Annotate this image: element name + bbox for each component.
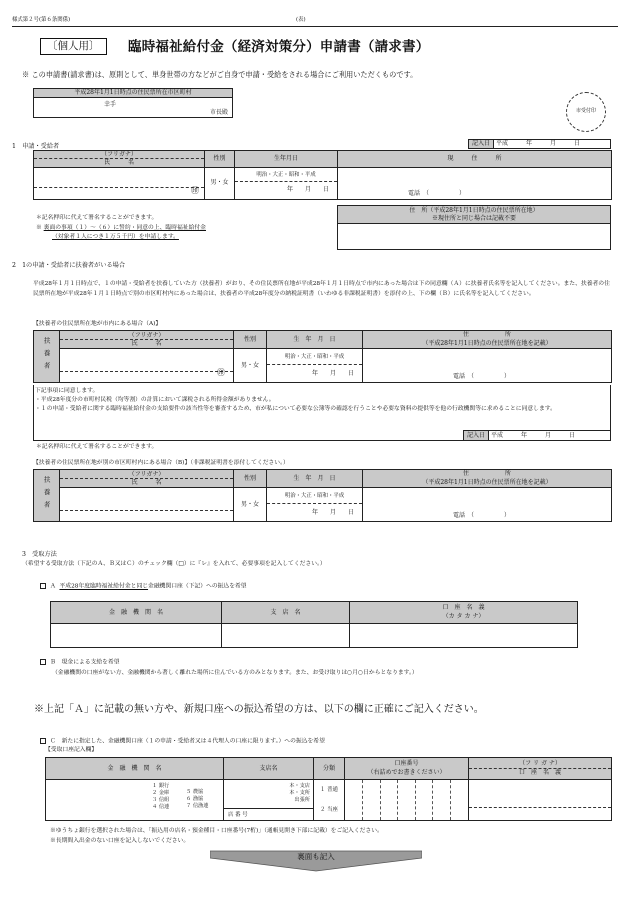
option-a-branch-header: 支 店 名: [222, 602, 350, 624]
dependent-b-address-header: 住 所 （平成28年1月1日時点の住民票所在地を記載）: [363, 470, 612, 488]
page-title: 臨時福祉給付金（経済対策分）申請書（請求書）: [128, 39, 430, 55]
option-c-number-field[interactable]: [345, 780, 469, 821]
option-c-checkbox[interactable]: [40, 738, 46, 744]
option-a-link: 平成28年度臨時福祉給付金と同じ: [59, 583, 149, 590]
branch-type-list: 本・支店 本・支所 出張所: [289, 783, 310, 804]
s2-entry-date: 記入日 平成 年 月 日: [463, 430, 611, 441]
dependent-b-gender-header: 性別: [234, 470, 267, 488]
entry-date-field[interactable]: 平成 年 月 日: [494, 140, 611, 149]
era-options: 明治・大正・昭和・平成: [235, 168, 337, 182]
option-b-checkbox[interactable]: [40, 659, 46, 665]
option-a-branch-field[interactable]: [222, 624, 350, 648]
option-b-note: （金融機関の口座がない方、金融機関から著しく離れた場所に住んでいる方のみとなります。また、お受け取りは○月○日からとなります。）: [52, 670, 418, 676]
applicant-table: [33, 150, 612, 200]
option-c-footnote-1: ※ゆうちょ銀行を選択された場合は、「振込用の店名・預金種目・口座番号(7桁)」（通帳見開き下部に記載）をご記入ください。: [50, 828, 383, 834]
dependent-a-table: [33, 330, 612, 383]
gender-header: 性別: [205, 151, 235, 168]
section-3-subtitle: （希望する受取方法（下記のＡ、Ｂ又はＣ）のチェック欄（□）に『レ』を入れて、必要事項を記入してください。）: [22, 561, 326, 567]
dependent-a-gender-field[interactable]: 男・女: [234, 349, 267, 383]
dependent-a-gender-header: 性別: [234, 331, 267, 349]
birth-field[interactable]: [235, 167, 338, 199]
mayor-city: 幸手: [104, 101, 117, 108]
option-c-type-header: 分類: [314, 758, 345, 780]
birth-header: 生年月日: [235, 151, 338, 168]
entry-date-label: 記入日: [469, 140, 494, 149]
option-b-row: Ｂ 現金による支給を希望: [40, 659, 120, 667]
registered-address-field[interactable]: [338, 224, 611, 250]
form-code: 様式第２号(第６条関係): [12, 17, 71, 23]
s2-note-signature: ＊記名押印に代えて署名することができます。: [36, 444, 158, 450]
option-c-number-header: 口座番号 （右詰めでお書きください）: [345, 758, 469, 780]
birth-ymd: 年 月 日: [286, 186, 329, 193]
option-a-row: Ａ 平成28年度臨時福祉給付金と同じ金融機関口座（下記）への振込を希望: [40, 583, 247, 591]
dependent-b-address-field[interactable]: 電話 （ ）: [363, 488, 612, 522]
option-a-holder-field[interactable]: [350, 624, 578, 648]
top-rule: [12, 26, 618, 27]
option-c-type-field[interactable]: [314, 780, 345, 821]
registered-address-table: [337, 205, 611, 250]
branch-number-label: 店 番 号: [224, 808, 313, 820]
dependent-b-name-header: （フリガナ） 氏 名: [60, 470, 234, 488]
section-2-paragraph: 平成28年１月１日時点で、１の申請・受給者を扶養していた方（扶養者）がおり、その住民票所在地が平成28年１月１日時点で市内にあった場合は下の同意欄（Ａ）に扶養者氏名等を記入してください。また、扶養者の住民票所在地が平成28年１月１日時点で別の市区町村内にあった場合は、扶養者の平成28年度分の納税証明書（いわゆる非課税証明書）を添付の上、下の欄（Ｂ）に氏名等を記入してください。: [33, 281, 610, 297]
option-a-checkbox[interactable]: [40, 583, 46, 589]
address-header: 現 住 所: [338, 151, 612, 168]
bank-type-list-2: ５ 農協 ６ 漁協 ７ 信漁連: [186, 789, 209, 810]
dependent-b-birth-header: 生 年 月 日: [267, 470, 363, 488]
name-header: [34, 151, 205, 168]
consent-link[interactable]: 裏面の事項（１）～（６）に誓約・同意の上、臨時福祉給付金: [43, 225, 206, 231]
dependent-a-birth-field[interactable]: 明治・大正・昭和・平成 年 月 日: [267, 349, 363, 383]
option-c-branch-header: 支店名: [224, 758, 314, 780]
addressee-table: [33, 88, 233, 118]
option-c-holder-header: （フ リ ガ ナ） 口 座 名 義: [469, 758, 612, 780]
seal-mark: ㊞: [191, 185, 199, 195]
dependent-b-birth-field[interactable]: 明治・大正・昭和・平成 年 月 日: [267, 488, 363, 522]
option-c-footnote-2: ※長期間入出金のない口座を記入しないでください。: [50, 838, 190, 844]
account-type-ordinary: １ 普通: [320, 787, 338, 793]
option-a-bank-field[interactable]: [51, 624, 222, 648]
dependent-a-name-field[interactable]: ㊞: [60, 349, 234, 383]
name-label: 氏 名: [103, 159, 134, 166]
s1-entry-date: [468, 139, 611, 149]
option-c-table: [45, 757, 612, 821]
dependent-a-address-field[interactable]: 電話 （ ）: [363, 349, 612, 383]
receipt-stamp-label: 市受付印: [575, 108, 596, 114]
personal-badge: 〔個人用〕: [40, 38, 107, 55]
option-c-bank-field[interactable]: [46, 780, 224, 821]
account-type-checking: ２ 当座: [320, 807, 338, 813]
option-c-branch-field[interactable]: [224, 780, 314, 821]
option-a-holder-header: 口 座 名 義 （カ タ カ ナ）: [350, 602, 578, 624]
dependent-b-side: 扶養者: [34, 470, 60, 522]
dependent-a-agreement: 下記事項に同意します。 ・平成28年度分の市町村民税（均等割）の計算において課税される所得金額がありません。 ・１の申請・受給者に関する臨時福祉給付金の支給要件の該当性等を審査するため、市が私について必要な公簿等の確認を行うことや必要な資料の提供等を他の行政機関等に求めることに同意します。: [35, 388, 556, 412]
dependent-b-name-field[interactable]: [60, 488, 234, 522]
section-3-title: 3 受取方法: [22, 551, 57, 558]
section-1-title: 1 申請・受給者: [12, 143, 60, 150]
face-label: (表): [296, 17, 306, 23]
phone-field: 電話 （ ）: [408, 190, 466, 197]
dependent-a-name-header: （フリガナ） 氏 名: [60, 331, 234, 349]
dependent-b-table: [33, 469, 612, 522]
s1-note-consent: ※ 裏面の事項（１）～（６）に誓約・同意の上、臨時福祉給付金: [36, 225, 206, 231]
mayor-honorific: 市長殿: [209, 108, 228, 116]
addressee-cell[interactable]: [34, 98, 233, 118]
gender-field[interactable]: 男・女: [205, 167, 235, 199]
s1-note-signature: ＊記名押印に代えて署名することができます。: [36, 215, 158, 221]
dependent-b-gender-field[interactable]: 男・女: [234, 488, 267, 522]
option-c-subtitle: 【受取口座記入欄】: [45, 747, 98, 753]
applicant-name-field[interactable]: [34, 167, 205, 199]
registered-address-header: 住 所（平成28年1月1日時点の住民票所在地） ※現住所と同じ場合は記載不要: [338, 206, 611, 224]
option-c-holder-field[interactable]: [469, 780, 612, 821]
current-address-field[interactable]: [338, 167, 612, 199]
receipt-stamp-circle: [566, 92, 606, 132]
option-a-bank-header: 金 融 機 関 名: [51, 602, 222, 624]
addressee-header: 平成28年1月1日時点の住民票所在市区町村: [34, 89, 233, 98]
option-c-row: Ｃ 新たに指定した、金融機関口座（１の申請・受給者又は４代理人の口座に限ります。）への振込を希望: [40, 738, 325, 746]
option-a-table: [50, 601, 578, 648]
dependent-a-birth-header: 生 年 月 日: [267, 331, 363, 349]
back-side-label: 裏面も記入: [297, 852, 335, 861]
dependent-a-address-header: 住 所 （平成28年1月1日時点の住民票所在地を記載）: [363, 331, 612, 349]
s1-note-amount: （対象者１人につき１万５千円）を申請します。: [52, 234, 179, 240]
bank-type-list-1: １ 銀行 ２ 金庫 ３ 信組 ４ 信連: [152, 783, 170, 811]
dependent-a-side: 扶養者: [34, 331, 60, 383]
furigana-label: （フリガナ）: [34, 151, 204, 159]
dependent-a-title: 【扶養者の住民票所在地が市内にある場合（A)】: [33, 321, 162, 327]
dependent-b-title: 【扶養者の住民票所在地が別の市区町村内にある場合（B)】（非課税証明書を添付してください。）: [33, 460, 289, 466]
section-2-title: 2 1の申請・受給者に扶養者がいる場合: [12, 262, 126, 269]
intro-note: ※ この申請書(請求書)は、原則として、単身世帯の方などがご自身で申請・受給をされる場合にご利用いただくものです。: [22, 70, 418, 79]
option-c-bank-header: 金 融 機 関 名: [46, 758, 224, 780]
new-account-notice: ※上記「Ａ」に記載の無い方や、新規口座への振込希望の方は、以下の欄に正確にご記入ください。: [34, 704, 484, 715]
s2-entry-date-field[interactable]: 平成 年 月 日: [489, 431, 611, 441]
